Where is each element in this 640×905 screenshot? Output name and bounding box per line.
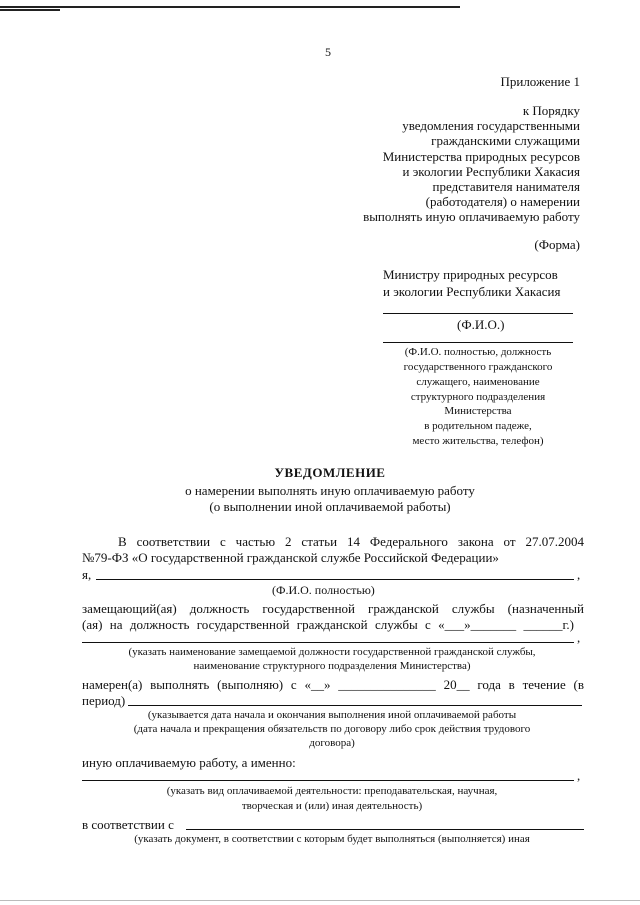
position-caption: наименование структурного подразделения Министерства) xyxy=(193,660,471,672)
addressee-line: и экологии Республики Хакасия xyxy=(383,284,561,299)
sender-caption-line: (Ф.И.О. полностью, должность xyxy=(404,346,552,358)
sender-caption-line: служащего, наименование xyxy=(416,376,540,388)
appendix-line: (работодателя) о намерении xyxy=(425,194,580,209)
intend-line: намерен(а) выполнять (выполняю) с «__» _______________ 20__ года в течение (в xyxy=(82,677,584,692)
notice-subtitle: (о выполнении иной оплачиваемой работы) xyxy=(209,499,451,514)
sender-caption-line: Министерства xyxy=(444,405,512,417)
ya-label: я, xyxy=(82,567,92,582)
appendix-line: Министерства природных ресурсов xyxy=(382,149,580,164)
work-comma: , xyxy=(577,768,581,783)
intend-line: период) xyxy=(82,693,126,708)
body-paragraph-line: №79-ФЗ «О государственной гражданской службе Российской Федерации» xyxy=(82,550,499,565)
appendix-line: к Порядку xyxy=(522,103,580,118)
addressee-fio-underline xyxy=(383,313,573,314)
work-line: иную оплачиваемую работу, а именно: xyxy=(82,755,296,770)
body-paragraph-line: В соответствии с частью 2 статьи 14 Федерального закона от 27.07.2004 xyxy=(118,534,584,549)
scan-artifact-line xyxy=(0,900,640,901)
appendix-line: гражданскими служащими xyxy=(431,133,580,148)
sender-caption-line: в родительном падеже, xyxy=(424,420,532,432)
position-comma: , xyxy=(577,630,581,645)
page-number: 5 xyxy=(325,45,331,59)
scan-artifact-line xyxy=(0,9,60,11)
according-label: в соответствии с xyxy=(82,817,174,832)
period-caption: договора) xyxy=(309,737,355,749)
appendix-line: выполнять иную оплачиваемую работу xyxy=(363,209,580,224)
ya-comma: , xyxy=(577,567,581,582)
notice-title: УВЕДОМЛЕНИЕ xyxy=(274,465,386,480)
fio-full-field[interactable] xyxy=(96,579,574,580)
position-name-field[interactable] xyxy=(82,642,574,643)
sender-caption-line: место жительства, телефон) xyxy=(412,435,544,447)
sender-caption-line: структурного подразделения xyxy=(410,391,546,403)
document-caption: (указать документ, в соответствии с которым будет выполняться (выполняется) иная xyxy=(134,833,530,845)
appendix-line: представителя нанимателя xyxy=(432,179,580,194)
scan-artifact-line xyxy=(0,6,460,8)
notice-subtitle: о намерении выполнять иную оплачиваемую работу xyxy=(185,483,475,498)
appendix-title: Приложение 1 xyxy=(500,74,580,89)
document-field[interactable] xyxy=(186,829,584,830)
position-line: замещающий(ая) должность государственной гражданской службы (назначенный xyxy=(82,601,584,616)
form-label: (Форма) xyxy=(534,237,580,252)
work-type-field[interactable] xyxy=(82,780,574,781)
fio-full-caption: (Ф.И.О. полностью) xyxy=(272,583,375,597)
sender-caption-line: государственного гражданского xyxy=(403,361,553,373)
period-field[interactable] xyxy=(128,705,582,706)
position-line: (ая) на должность государственной гражданской службы с «___»_______ ______г.) xyxy=(82,617,574,632)
addressee-fio-caption: (Ф.И.О.) xyxy=(457,317,505,332)
period-caption: (указывается дата начала и окончания выполнения иной оплачиваемой работы xyxy=(147,709,517,721)
position-caption: (указать наименование замещаемой должности государственной гражданской службы, xyxy=(128,646,536,658)
addressee-line: Министру природных ресурсов xyxy=(383,267,558,282)
appendix-line: и экологии Республики Хакасия xyxy=(402,164,580,179)
appendix-line: уведомления государственными xyxy=(402,118,580,133)
period-caption: (дата начала и прекращения обязательств по договору либо срок действия трудового xyxy=(133,723,531,735)
sender-underline xyxy=(383,342,573,343)
work-caption: творческая и (или) иная деятельность) xyxy=(241,800,423,812)
work-caption: (указать вид оплачиваемой деятельности: преподавательская, научная, xyxy=(166,785,498,797)
